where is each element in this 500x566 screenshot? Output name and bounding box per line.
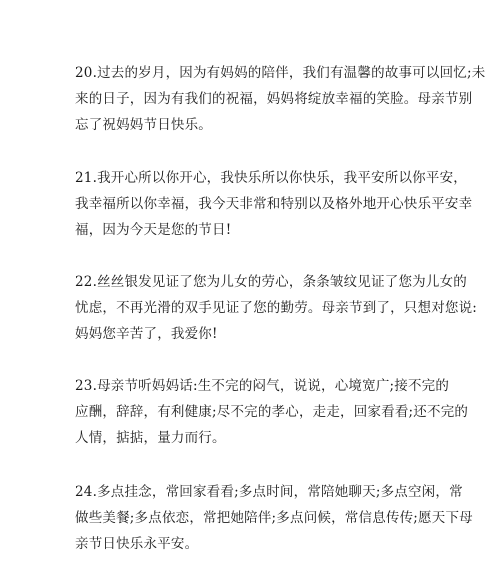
paragraph-22 [75, 269, 478, 347]
paragraph-line: 22.丝丝银发见证了您为儿女的劳心，条条皱纹见证了您为儿女的 [75, 274, 467, 290]
paragraph-line: 忘了祝妈妈节日快乐。 [75, 117, 212, 133]
paragraph-line: 人情，掂掂，量力而行。 [75, 430, 226, 446]
paragraph-23 [75, 373, 469, 451]
paragraph-line: 23.母亲节听妈妈话:生不完的闷气，说说，心境宽广;接不完的 [75, 378, 450, 394]
paragraph-line: 21.我开心所以你开心，我快乐所以你快乐，我平安所以你平安， [75, 170, 467, 186]
paragraph-line: 忧虑，不再光滑的双手见证了您的勤劳。母亲节到了，只想对您说: [75, 300, 478, 316]
paragraph-24 [75, 479, 473, 557]
paragraph-20 [75, 60, 486, 138]
paragraph-line: 亲节日快乐永平安。 [75, 536, 199, 552]
paragraph-line: 来的日子，因为有我们的祝福，妈妈将绽放幸福的笑脸。母亲节别 [75, 91, 473, 107]
paragraph-line: 我幸福所以你幸福，我今天非常和特别以及格外地开心快乐平安幸 [75, 196, 473, 212]
paragraph-line: 福，因为今天是您的节日! [75, 222, 232, 238]
paragraph-line: 妈妈您辛苦了，我爱你! [75, 326, 218, 342]
paragraph-line: 20.过去的岁月，因为有妈妈的陪伴，我们有温馨的故事可以回忆;未 [75, 65, 486, 81]
paragraph-21 [75, 165, 473, 243]
paragraph-line: 24.多点挂念，常回家看看;多点时间，常陪她聊天;多点空闲，常 [75, 484, 463, 500]
paragraph-line: 做些美餐;多点依恋，常把她陪伴;多点问候，常信息传传;愿天下母 [75, 510, 473, 526]
paragraph-line: 应酬，辞辞，有利健康;尽不完的孝心，走走，回家看看;还不完的 [75, 404, 469, 420]
